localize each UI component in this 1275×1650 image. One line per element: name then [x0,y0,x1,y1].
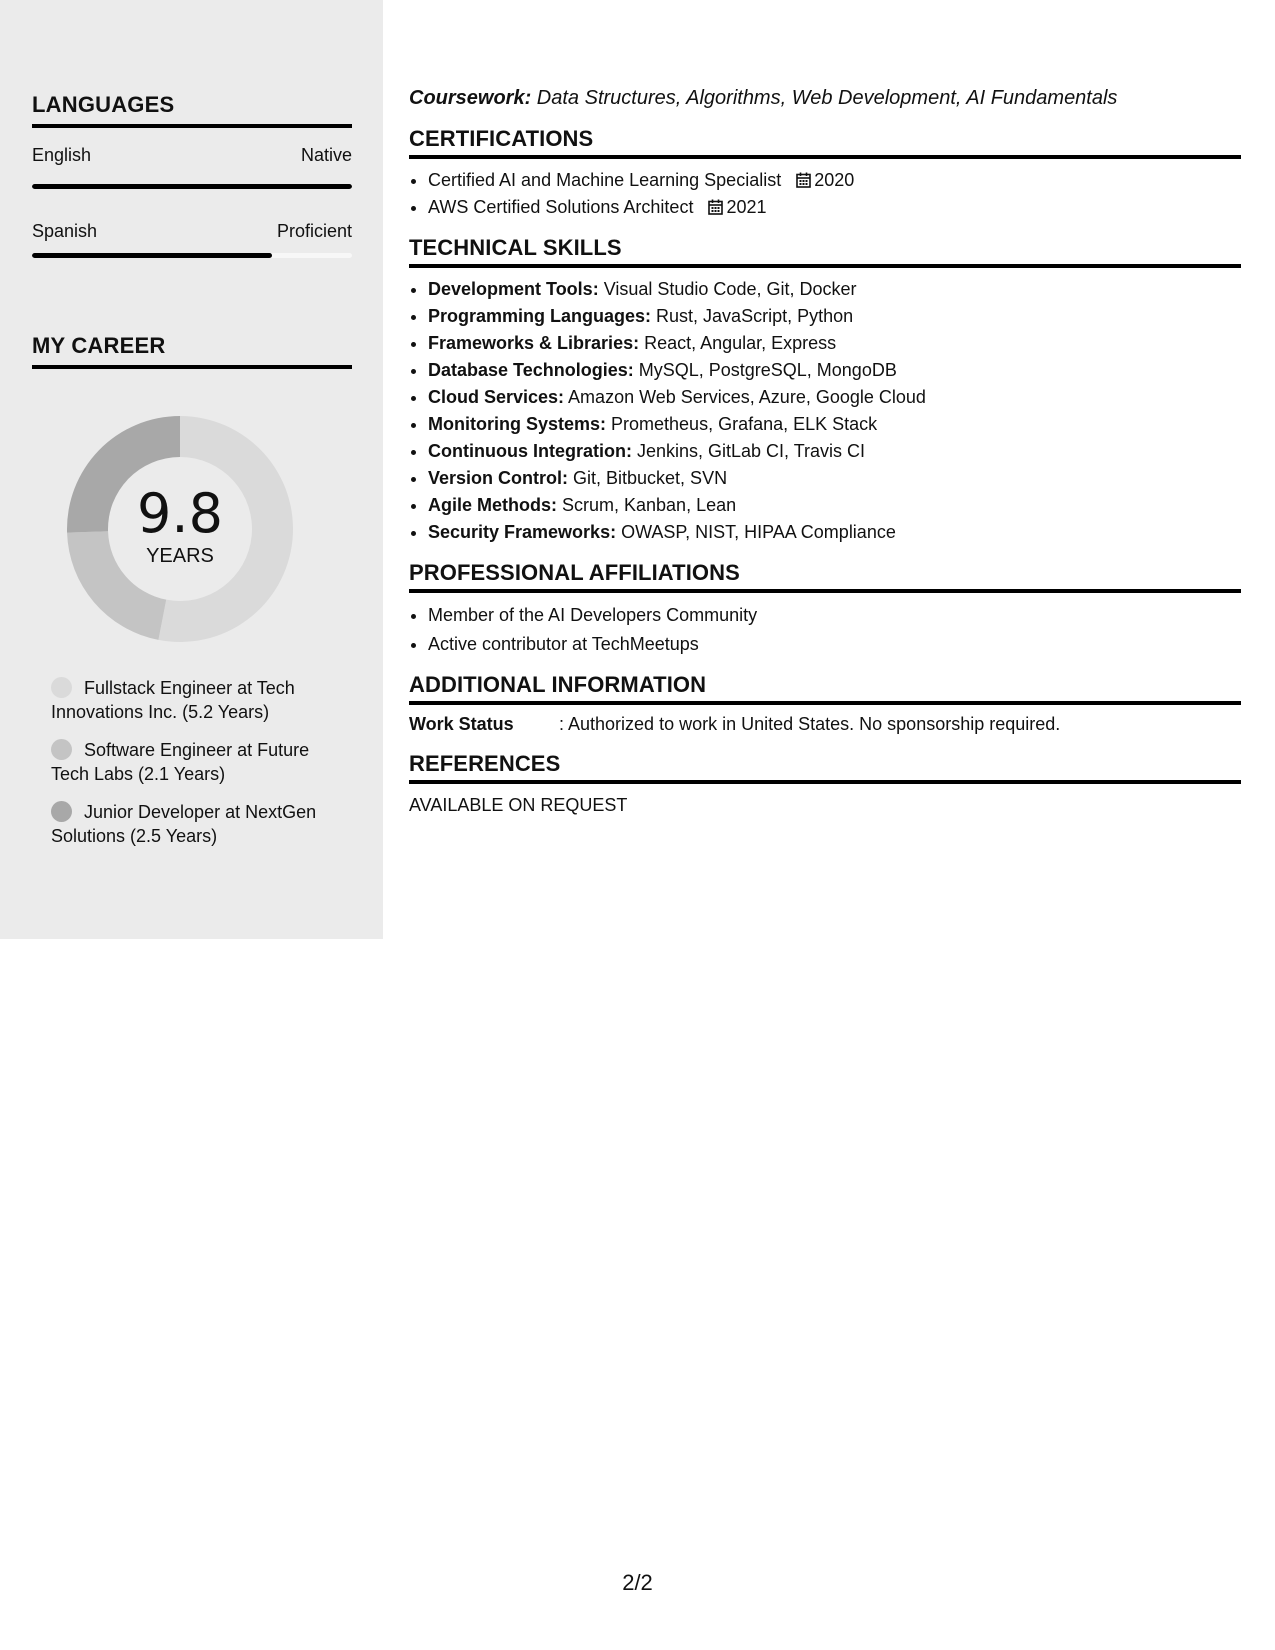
skill-item [428,357,1241,384]
affiliation-item: • Member of the AI Developers Community [428,601,1241,630]
career-legend-item [51,676,351,724]
work-status-value: : Authorized to work in United States. No sponsorship required. [559,714,1061,734]
career-legend-item [51,738,351,786]
skill-value: Scrum, Kanban, Lean [557,495,737,515]
page-number: 2/2 [622,1570,653,1595]
skill-label: Development Tools: [428,279,599,299]
language-row-english [32,145,352,166]
calendar-icon [708,199,723,215]
skill-label: Agile Methods: [428,495,557,515]
coursework-line [409,84,1241,112]
language-name: English [32,145,92,165]
career-legend-label: Junior Developer at NextGen Solutions (2.5 Years) [51,802,317,846]
legend-dot-icon [51,677,72,698]
skill-value: React, Angular, Express [639,333,837,353]
references-title: REFERENCES [409,751,1241,784]
skill-item [428,411,1241,438]
language-bar-spanish [32,253,352,258]
skill-item [428,465,1241,492]
skill-value: Prometheus, Grafana, ELK Stack [606,414,878,434]
calendar-icon [796,172,811,188]
certification-item [428,194,1241,221]
skill-value: OWASP, NIST, HIPAA Compliance [616,522,896,542]
work-status-label: Work Status [409,714,514,734]
skill-value: Rust, JavaScript, Python [651,306,854,326]
affiliation-item: • Active contributor at TechMeetups [428,630,1241,659]
legend-dot-icon [51,801,72,822]
skill-item [428,438,1241,465]
certification-item [428,167,1241,194]
affiliations-list [409,601,1241,658]
skill-value: MySQL, PostgreSQL, MongoDB [633,360,897,380]
skill-label: Database Technologies: [428,360,634,380]
certification-name: AWS Certified Solutions Architect [428,197,694,217]
additional-info-title: ADDITIONAL INFORMATION [409,672,1241,705]
skill-label: Frameworks & Libraries: [428,333,640,353]
skill-item [428,384,1241,411]
skill-item [428,303,1241,330]
career-legend-item [51,800,351,848]
languages-heading: LANGUAGES [32,92,352,128]
language-bar-fill [32,184,352,189]
skill-item [428,330,1241,357]
language-bar-fill [32,253,272,258]
career-legend [51,676,351,862]
affiliations-title: PROFESSIONAL AFFILIATIONS [409,560,1241,593]
career-donut-chart [65,414,295,644]
work-status-row [409,711,1241,737]
skill-value: Git, Bitbucket, SVN [568,468,728,488]
language-level: Proficient [276,221,352,241]
career-legend-label: Software Engineer at Future Tech Labs (2.1 Years) [51,740,310,784]
skill-label: Programming Languages: [428,306,652,326]
certification-name: Certified AI and Machine Learning Specialist [428,170,782,190]
certification-year: 2021 [726,197,767,217]
skill-item [428,492,1241,519]
main-content [409,84,1241,818]
skill-label: Security Frameworks: [428,522,617,542]
skill-label: Version Control: [428,468,569,488]
coursework-label: Coursework: [409,87,532,109]
skill-value: Jenkins, GitLab CI, Travis CI [631,441,866,461]
sidebar [0,0,383,939]
language-level: Native [300,145,352,165]
legend-dot-icon [51,739,72,760]
language-row-spanish [32,221,352,242]
donut-center [65,414,295,644]
certifications-title: CERTIFICATIONS [409,126,1241,159]
skill-item [428,276,1241,303]
skill-item [428,519,1241,546]
language-name: Spanish [32,221,98,241]
technical-skills-title: TECHNICAL SKILLS [409,235,1241,268]
skill-label: Monitoring Systems: [428,414,607,434]
skill-label: Cloud Services: [428,387,565,407]
career-legend-label: Fullstack Engineer at Tech Innovations Inc. (5.2 Years) [51,678,295,722]
career-heading: MY CAREER [32,333,352,369]
coursework-text: Data Structures, Algorithms, Web Development, AI Fundamentals [531,87,1118,109]
career-total-unit: YEARS [146,545,214,567]
language-bar-english [32,184,352,189]
technical-skills-list [409,276,1241,546]
skill-value: Visual Studio Code, Git, Docker [598,279,857,299]
career-total-years: 9.8 [137,482,223,545]
skill-label: Continuous Integration: [428,441,632,461]
certifications-list [409,167,1241,221]
skill-value: Amazon Web Services, Azure, Google Cloud [564,387,926,407]
certification-year: 2020 [814,170,855,190]
references-text: AVAILABLE ON REQUEST [409,795,628,815]
